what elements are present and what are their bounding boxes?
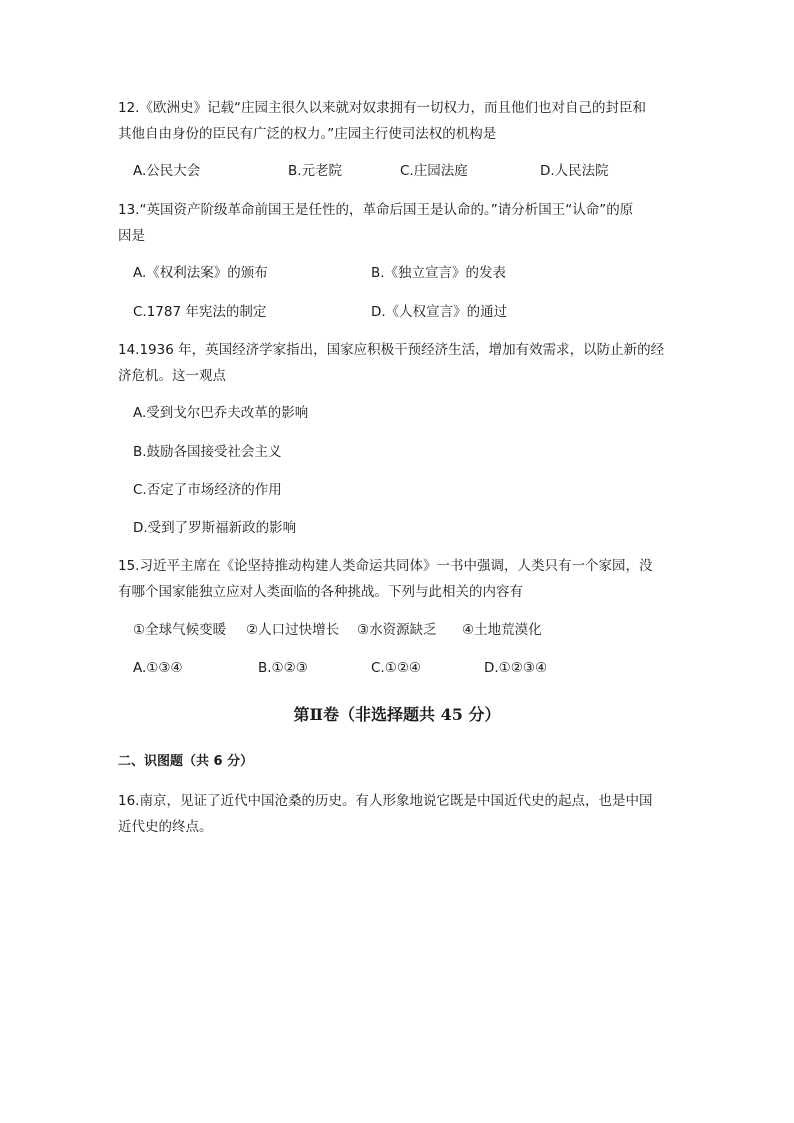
q14-option-b[interactable]: B.鼓励各国接受社会主义 — [133, 444, 282, 460]
q14-stem-line1: 14.1936 年，英国经济学家指出，国家应积极干预经济生活，增加有效需求，以防止新的经 — [118, 342, 665, 358]
q14-option-c[interactable]: C.否定了市场经济的作用 — [133, 482, 282, 498]
q13-stem-line1: 13.“英国资产阶级革命前国王是任性的，革命后国王是认命的。”请分析国王“认命”的原 — [118, 202, 634, 218]
q15-option-c[interactable]: C.①②④ — [371, 660, 422, 676]
q15-item-2: ②人口过快增长 — [246, 622, 340, 638]
q12-option-c[interactable]: C.庄园法庭 — [400, 163, 468, 179]
q16-stem-line2: 近代史的终点。 — [118, 819, 213, 835]
q12-option-a[interactable]: A.公民大会 — [133, 163, 201, 179]
q12-stem-line1: 12.《欧洲史》记载“庄园主很久以来就对奴隶拥有一切权力，而且他们也对自己的封臣和 — [118, 100, 646, 116]
q13-option-b[interactable]: B.《独立宣言》的发表 — [371, 265, 507, 281]
q12-option-d[interactable]: D.人民法院 — [540, 163, 609, 179]
q15-stem-line2: 有哪个国家能独立应对人类面临的各种挑战。下列与此相关的内容有 — [118, 584, 523, 600]
q13-option-d[interactable]: D.《人权宣言》的通过 — [371, 304, 508, 320]
q12-option-b[interactable]: B.元老院 — [288, 163, 343, 179]
part2-title: 第Ⅱ卷（非选择题共 45 分） — [293, 705, 501, 724]
q14-stem-line2: 济危机。这一观点 — [118, 368, 226, 384]
q15-option-a[interactable]: A.①③④ — [133, 660, 183, 676]
q15-stem-line1: 15.习近平主席在《论坚持推动构建人类命运共同体》一书中强调，人类只有一个家园，没 — [118, 558, 653, 574]
q13-stem-line2: 因是 — [118, 228, 145, 244]
q15-option-d[interactable]: D.①②③④ — [484, 660, 548, 676]
q14-option-d[interactable]: D.受到了罗斯福新政的影响 — [133, 520, 297, 536]
q13-option-c[interactable]: C.1787 年宪法的制定 — [133, 304, 267, 320]
q15-option-b[interactable]: B.①②③ — [258, 660, 308, 676]
q13-option-a[interactable]: A.《权利法案》的颁布 — [133, 265, 268, 281]
q15-item-1: ①全球气候变暖 — [133, 622, 227, 638]
q14-option-a[interactable]: A.受到戈尔巴乔夫改革的影响 — [133, 405, 309, 421]
q15-item-3: ③水资源缺乏 — [357, 622, 437, 638]
section-title: 二、识图题（共 6 分） — [118, 754, 254, 769]
q16-stem-line1: 16.南京，见证了近代中国沧桑的历史。有人形象地说它既是中国近代史的起点，也是中国 — [118, 793, 653, 809]
q12-stem-line2: 其他自由身份的臣民有广泛的权力。”庄园主行使司法权的机构是 — [118, 126, 497, 142]
q15-item-4: ④土地荒漠化 — [462, 622, 542, 638]
